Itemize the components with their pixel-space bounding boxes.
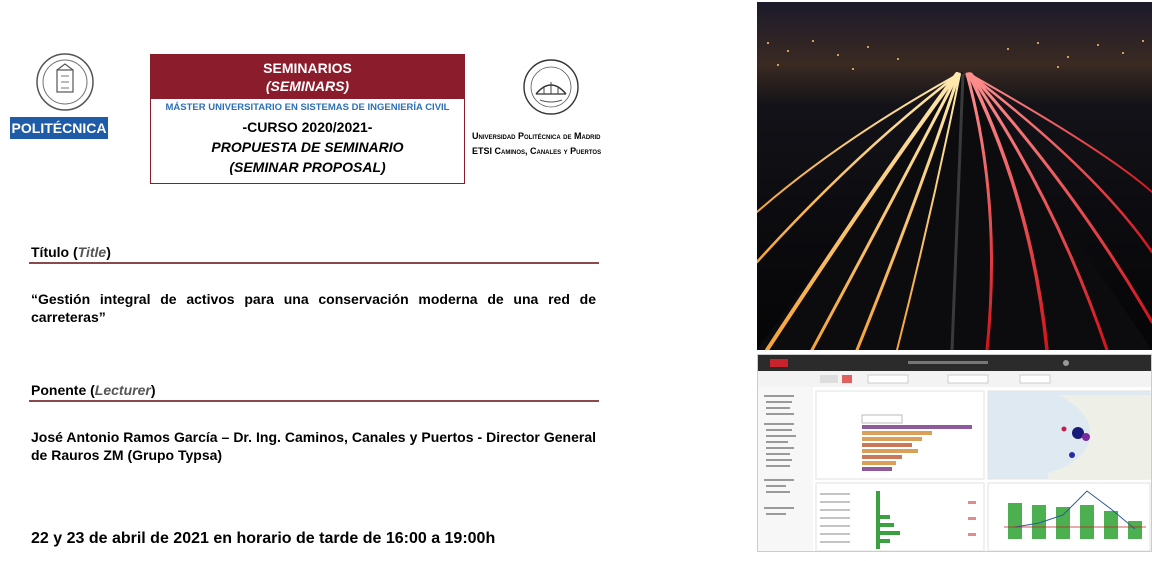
upm-seal-icon <box>35 52 95 112</box>
course-year: -CURSO 2020/2021- <box>242 119 373 135</box>
upm-logo-text: POLITÉCNICA <box>10 117 108 139</box>
lecturer-divider <box>29 400 599 402</box>
seminar-label-en: (SEMINARS) <box>265 78 350 94</box>
seminar-banner <box>151 55 464 99</box>
title-label: Título <box>31 244 70 260</box>
seminar-title: “Gestión integral de activos para una conservación moderna de una red de carreteras” <box>31 291 596 325</box>
proposal-label-en: (SEMINAR PROPOSAL) <box>229 159 386 175</box>
lecturer-details: José Antonio Ramos García – Dr. Ing. Caminos, Canales y Puertos - Director General de Rauros ZM (Grupo Typsa) <box>31 429 596 463</box>
proposal-label: PROPUESTA DE SEMINARIO <box>211 139 404 155</box>
master-program: MÁSTER UNIVERSITARIO EN SISTEMAS DE INGENIERÍA CIVIL <box>165 102 450 113</box>
title-divider <box>29 262 599 264</box>
title-label-en: Title <box>77 244 107 260</box>
highway-night-photo <box>757 2 1152 350</box>
highway-light-trails-image <box>757 2 1152 350</box>
asset-management-dashboard-image <box>758 355 1152 552</box>
university-line: Universidad Politécnica de Madrid <box>472 131 601 141</box>
seminar-header-box <box>150 54 465 184</box>
etsi-seal-icon <box>522 58 580 116</box>
lecturer-section-label: Ponente (Lecturer) <box>31 382 156 398</box>
seminar-label: SEMINARIOS <box>263 60 352 76</box>
school-line: ETSI Caminos, Canales y Puertos <box>472 146 602 156</box>
lecturer-label-en: Lecturer <box>94 382 151 398</box>
dashboard-screenshot <box>757 354 1152 552</box>
seminar-date: 22 y 23 de abril de 2021 en horario de tarde de 16:00 a 19:00h <box>31 530 496 547</box>
university-name <box>472 129 601 159</box>
upm-logo <box>10 52 108 140</box>
lecturer-label: Ponente <box>31 382 87 398</box>
title-section-label: Título (Title) <box>31 244 111 260</box>
